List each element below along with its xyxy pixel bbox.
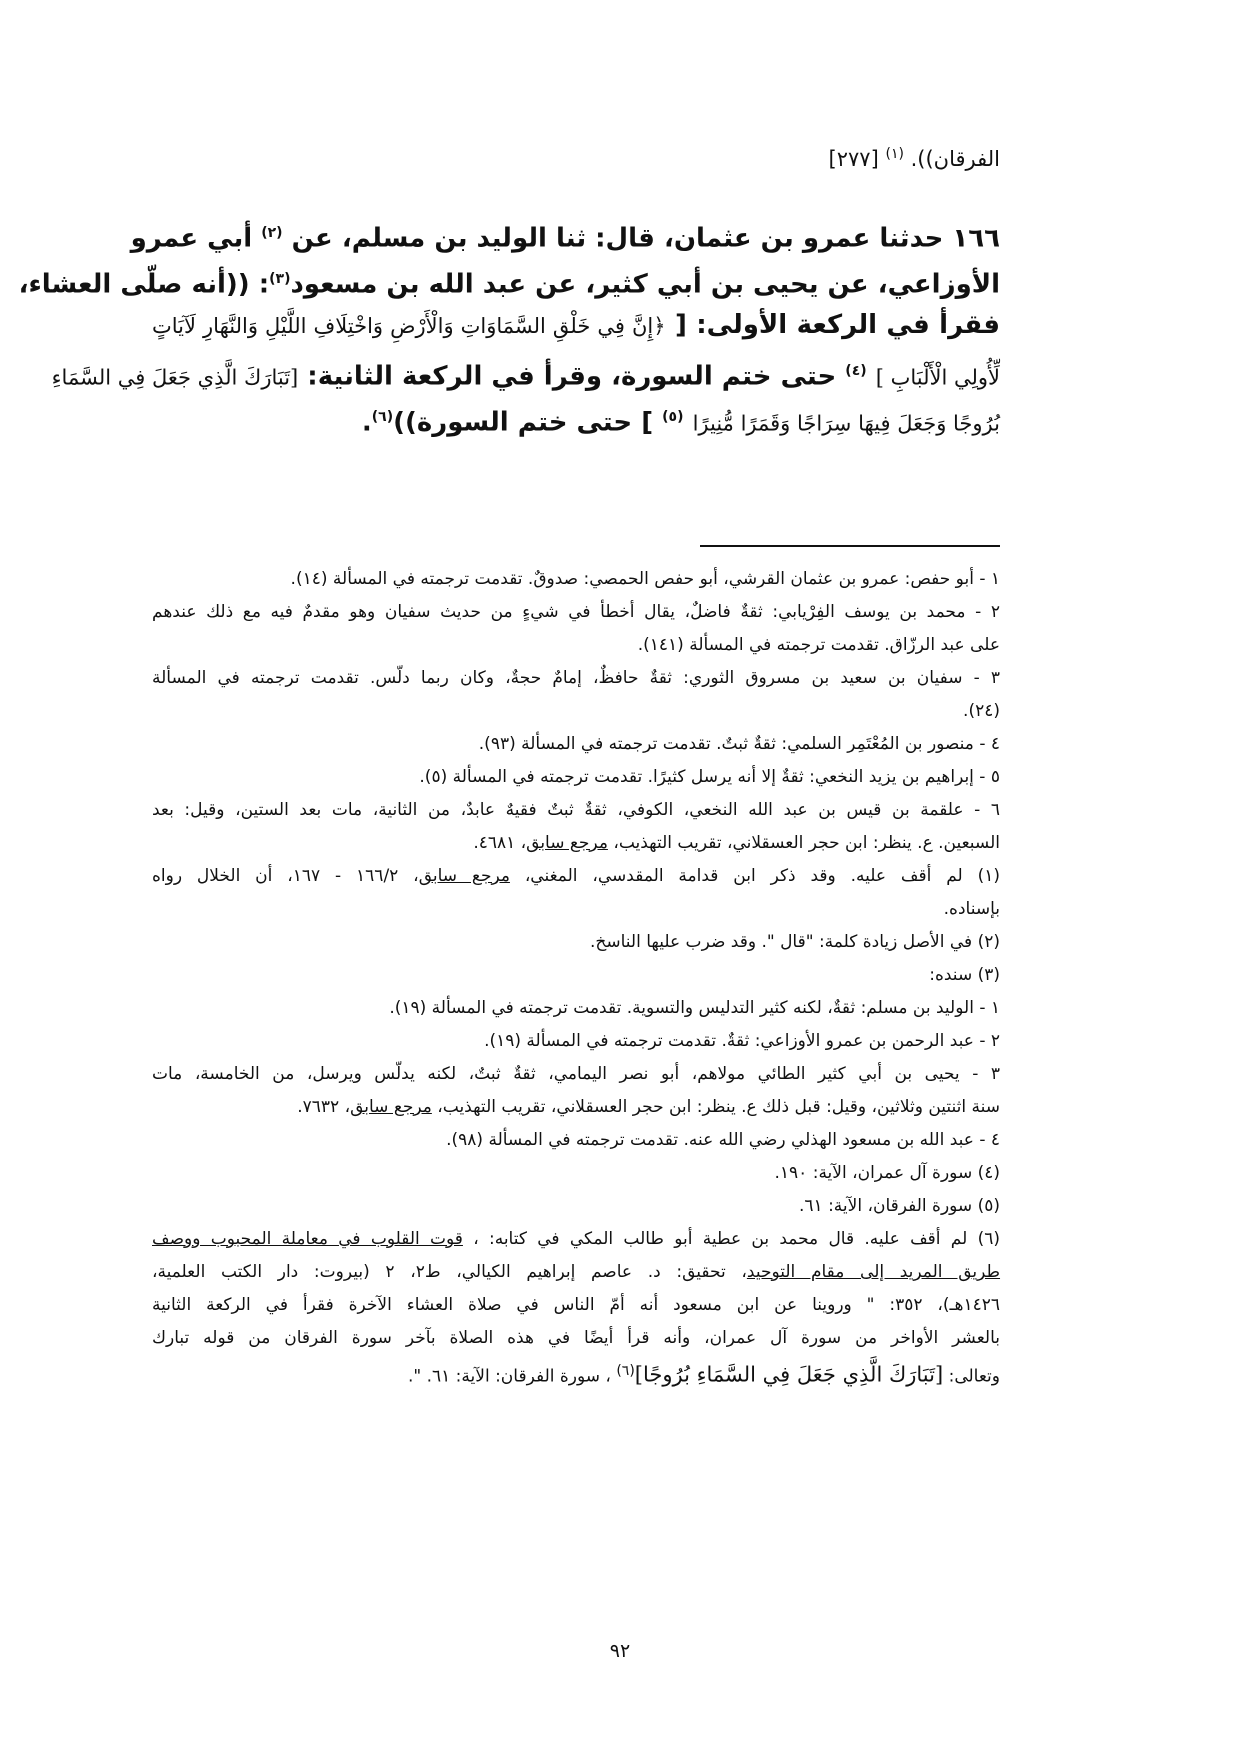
footnote-line: ٥ - إبراهيم بن يزيد النخعي: ثقةٌ إلا أنه يرسل كثيرًا. تقدمت ترجمته في المسألة (٥).: [419, 767, 1000, 787]
footnote-note-ref: (٦): [616, 1363, 635, 1379]
footnote-text: (١) لم أقف عليه. وقد ذكر ابن قدامة المقدسي، المغني،: [524, 866, 1001, 886]
hadith-line-1-text: ١٦٦ حدثنا عمرو بن عثمان، قال: ثنا الوليد بن مسلم، عن: [291, 223, 1000, 254]
footnote-line: [152, 1223, 1000, 1256]
footnote-line: (٥) سورة الفرقان، الآية: ٦١.: [799, 1196, 1000, 1216]
hadith-line-2: [18, 256, 1000, 302]
footnote-text: سنة اثنتين وثلاثين، وقيل: قبل ذلك ع. ينظر: ابن حجر العسقلاني، تقريب التهذيب،: [437, 1097, 1000, 1117]
footnote-line: ٤ - منصور بن المُعْتَمِر السلمي: ثقةٌ ثبتٌ. تقدمت ترجمته في المسألة (٩٣).: [478, 734, 1000, 754]
reference-link: مرجع سابق: [350, 1097, 432, 1117]
hadith-line-4-text: حتى ختم السورة، وقرأ في الركعة الثانية:: [307, 361, 837, 392]
quran-verse-quote: [تَبَارَكَ الَّذِي جَعَلَ فِي السَّمَاءِ بُرُوجًا]: [634, 1362, 944, 1387]
header-line: [152, 146, 1000, 171]
header-note-ref: (١): [885, 146, 904, 162]
footnote-line: (٢) في الأصل زيادة كلمة: "قال ". وقد ضرب عليها الناسخ.: [590, 932, 1000, 952]
footnote-line: [152, 827, 1000, 860]
footnote-line: ٤ - عبد الله بن مسعود الهذلي رضي الله عنه. تقدمت ترجمته في المسألة (٩٨).: [446, 1130, 1000, 1150]
header-page-ref: [٢٧٧]: [828, 147, 879, 171]
footnotes: [152, 563, 1000, 1388]
hadith-line-4: [51, 348, 1000, 394]
hadith-note-ref-5: (٥): [662, 409, 684, 425]
footnote-line: بإسناده.: [943, 899, 1000, 919]
footnote-text: ، تحقيق: د. عاصم إبراهيم الكيالي، ط٢، ٢ (بيروت: دار الكتب العلمية،: [152, 1262, 747, 1282]
hadith-line-2-text: الأوزاعي، عن يحيى بن أبي كثير، عن عبد الله بن مسعود: [290, 269, 1000, 300]
hadith-note-ref-4: (٤): [845, 363, 867, 379]
footnote-text: ، ١٦٦/٢ - ١٦٧، أن الخلال رواه: [152, 866, 419, 886]
footnote-line: [152, 860, 1000, 893]
footnote-text: ، ٧٦٣٢.: [297, 1097, 351, 1117]
quran-verse-1-end: لِّأُولِي الْأَلْبَابِ ]: [875, 365, 1000, 390]
hadith-line-5-text: ] حتى ختم السورة)): [393, 407, 654, 438]
reference-link: مرجع سابق: [418, 866, 510, 886]
quran-verse-1: ﴿إِنَّ فِي خَلْقِ السَّمَاوَاتِ وَالْأَرْضِ وَاخْتِلَافِ اللَّيْلِ وَالنَّهَارِ لَآيَاتٍ: [152, 314, 666, 338]
footnote-line: ٢ - محمد بن يوسف الفِرْيابي: ثقةٌ فاضلٌ، يقال أخطأ في شيءٍ من حديث سفيان وهو مقدمٌ فيه مع ذلك عندهم: [152, 602, 1000, 622]
footnote-text: السبعين. ع. ينظر: ابن حجر العسقلاني، تقريب التهذيب،: [613, 833, 1000, 853]
footnote-line: ١ - أبو حفص: عمرو بن عثمان القرشي، أبو حفص الحمصي: صدوقٌ. تقدمت ترجمته في المسألة (١٤).: [290, 569, 1000, 589]
hadith-line-5: [152, 394, 1000, 440]
hadith-line-1: [130, 210, 1000, 256]
hadith-line-3: [152, 302, 1000, 348]
footnote-text: ، ٤٦٨١.: [473, 833, 527, 853]
footnote-text: ، سورة الفرقان: الآية: ٦١. ".: [407, 1366, 611, 1387]
hadith-line-1-tail: أبي عمرو: [130, 223, 253, 254]
quran-verse-2: [تَبَارَكَ الَّذِي جَعَلَ فِي السَّمَاءِ: [51, 365, 299, 390]
hadith-line-5-end: .: [361, 407, 372, 438]
footnote-line: ١ - الوليد بن مسلم: ثقةٌ، لكنه كثير التدليس والتسوية. تقدمت ترجمته في المسألة (١٩).: [389, 998, 1000, 1018]
footnote-line: [152, 1355, 1000, 1388]
hadith-note-ref-3: (٣): [269, 271, 291, 287]
footnote-line: ١٤٢٦هـ)، ٣٥٢: " وروينا عن ابن مسعود أنه أمّ الناس في صلاة العشاء الآخرة فقرأ في الركعة الثانية: [152, 1295, 1000, 1315]
reference-link: مرجع سابق: [526, 833, 608, 853]
footnote-line: ٦ - علقمة بن قيس بن عبد الله النخعي، الكوفي، ثقةٌ ثبتٌ فقيهٌ عابدٌ، من الثانية، مات بعد الستين، وقيل: بعد: [152, 800, 1000, 820]
quran-verse-2-end: بُرُوجًا وَجَعَلَ فِيهَا سِرَاجًا وَقَمَرًا مُّنِيرًا: [692, 411, 1000, 436]
hadith-line-3-text: فقرأ في الركعة الأولى: [: [674, 310, 1000, 340]
footnote-text: (٦) لم أقف عليه. قال محمد بن عطية أبو طالب المكي في كتابه: ،: [473, 1229, 1000, 1249]
hadith-text: [18, 210, 1000, 440]
footnote-separator: [700, 545, 1000, 547]
hadith-note-ref-2: (٢): [261, 225, 283, 241]
footnote-line: (٤) سورة آل عمران، الآية: ١٩٠.: [774, 1163, 1000, 1183]
book-title: طريق المريد إلى مقام التوحيد: [746, 1262, 1001, 1282]
page-number: ٩٢: [609, 1640, 631, 1662]
header-text: الفرقان)).: [910, 147, 1000, 171]
footnote-line: ٢ - عبد الرحمن بن عمرو الأوزاعي: ثقةٌ. تقدمت ترجمته في المسألة (١٩).: [484, 1031, 1000, 1051]
footnote-line: [152, 1091, 1000, 1124]
footnote-line: (٣) سنده:: [929, 965, 1000, 985]
footnote-line: (٢٤).: [963, 701, 1000, 721]
footnote-text: وتعالى:: [948, 1366, 1000, 1387]
footnote-line: على عبد الرزّاق. تقدمت ترجمته في المسألة (١٤١).: [637, 635, 1000, 655]
footnote-line: ٣ - سفيان بن سعيد بن مسروق الثوري: ثقةٌ حافظٌ، إمامٌ حجةٌ، وكان ربما دلّس. تقدمت ترجمته في المسألة: [152, 668, 1000, 688]
footnote-line: [152, 1256, 1000, 1289]
book-title: قوت القلوب في معاملة المحبوب ووصف: [152, 1229, 463, 1249]
footnote-line: ٣ - يحيى بن أبي كثير الطائي مولاهم، أبو نصر اليمامي، ثقةٌ ثبتٌ، لكنه يدلّس ويرسل، من الخامسة، مات: [152, 1064, 1000, 1084]
footnote-line: بالعشر الأواخر من سورة آل عمران، وأنه قرأ أيضًا في هذه الصلاة بآخر سورة الفرقان من قوله تبارك: [152, 1328, 1000, 1348]
hadith-line-2-tail: : ((أنه صلّى العشاء،: [18, 269, 270, 300]
hadith-note-ref-6: (٦): [371, 409, 394, 425]
